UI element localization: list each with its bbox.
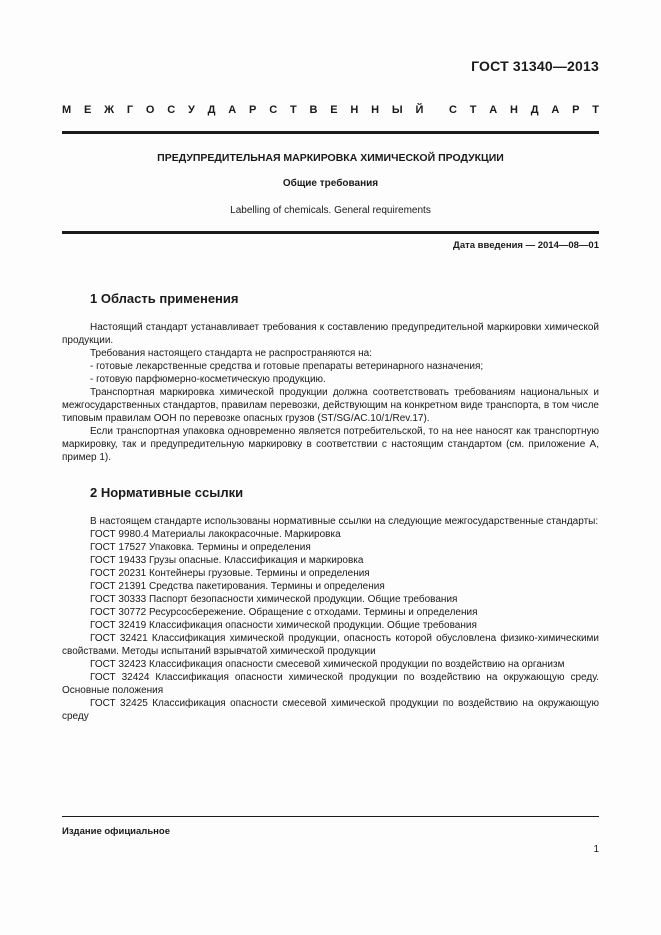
banner-letter: Т — [469, 104, 477, 116]
banner-letter: В — [309, 104, 318, 116]
banner-letter: Г — [126, 104, 134, 116]
reference-item: ГОСТ 32423 Классификация опасности смесевой химической продукции по воздействию на организм — [90, 659, 565, 670]
paragraph: Если транспортная упаковка одновременно является потребительской, то на нее наносят как транспортную маркировку, так и предупредительную маркировку в соответствии с настоящим стандартом (см. приложение А, пример 1). — [62, 426, 599, 463]
banner-letter: С — [269, 104, 278, 116]
banner-letter: Е — [83, 104, 92, 116]
reference-item: ГОСТ 21391 Средства пакетирования. Термины и определения — [90, 581, 385, 592]
banner-letter: Р — [572, 104, 580, 116]
banner-letter: А — [489, 104, 498, 116]
reference-item: ГОСТ 32424 Классификация опасности химической продукции по воздействию на окружающую среду. Основные положения — [62, 672, 599, 696]
document-subtitle: Общие требования — [282, 178, 379, 189]
list-item: - готовые лекарственные средства и готовые препараты ветеринарного назначения; — [90, 361, 484, 372]
reference-item: ГОСТ 30772 Ресурсосбережение. Обращение с отходами. Термины и определения — [90, 607, 478, 618]
reference-item: ГОСТ 19433 Грузы опасные. Классификация и маркировка — [90, 555, 364, 566]
gost-number: ГОСТ 31340—2013 — [471, 58, 599, 74]
banner-letter: Ы — [391, 104, 403, 116]
banner-letter: Д — [530, 104, 539, 116]
paragraph: Требования настоящего стандарта не распространяются на: — [90, 348, 372, 359]
section-heading-normative-refs: 2 Нормативные ссылки — [90, 485, 244, 500]
english-title: Labelling of chemicals. General requirements — [230, 205, 431, 216]
reference-item: ГОСТ 17527 Упаковка. Термины и определения — [90, 542, 311, 553]
reference-item: ГОСТ 20231 Контейнеры грузовые. Термины и определения — [90, 568, 370, 579]
reference-item: ГОСТ 32419 Классификация опасности химической продукции. Общие требования — [90, 620, 477, 631]
paragraph: В настоящем стандарте использованы нормативные ссылки на следующие межгосударственные стандарты: — [90, 516, 599, 527]
banner-letter: О — [145, 104, 155, 116]
banner-letter: С — [167, 104, 176, 116]
banner-letter: Т — [592, 104, 599, 116]
page-number: 1 — [593, 844, 599, 855]
document-title: ПРЕДУПРЕДИТЕЛЬНАЯ МАРКИРОВКА ХИМИЧЕСКОЙ ПРОДУКЦИИ — [157, 152, 504, 164]
paragraph: Настоящий стандарт устанавливает требования к составлению предупредительной маркировки химической продукции. — [62, 322, 599, 346]
reference-item: ГОСТ 30333 Паспорт безопасности химической продукции. Общие требования — [90, 594, 458, 605]
paragraph: Транспортная маркировка химической продукции должна соответствовать требованиям национальных и межгосударственных стандартов, правилам перевозки, действующим на конкретном виде транспорта, в том числе типовым правилам ООН по перевозке опасных грузов (ST/SG/AC.10/1/Rev.17). — [62, 387, 599, 424]
banner-letter: Р — [249, 104, 257, 116]
list-item: - готовую парфюмерно-косметическую продукцию. — [90, 374, 326, 385]
banner-letter: Е — [330, 104, 338, 116]
banner-letter: Т — [289, 104, 297, 116]
top-divider — [62, 131, 599, 134]
reference-item: ГОСТ 9980.4 Материалы лакокрасочные. Маркировка — [90, 529, 341, 540]
effective-date: Дата введения — 2014—08—01 — [453, 240, 599, 251]
document-body — [62, 290, 599, 723]
banner-letter: Н — [350, 104, 359, 116]
footer-divider — [62, 816, 599, 817]
banner-letter: С — [448, 104, 457, 116]
reference-item: ГОСТ 32425 Классификация опасности смесевой химической продукции по воздействию на окружающую среду — [62, 698, 599, 722]
banner-letter: А — [551, 104, 560, 116]
section-heading-scope: 1 Область применения — [90, 291, 239, 306]
banner-letter: У — [188, 104, 195, 116]
banner-letter: А — [228, 104, 237, 116]
banner-letter: М — [62, 104, 72, 116]
reference-item: ГОСТ 32421 Классификация химической продукции, опасность которой обусловлена физико-химическими свойствами. Методы испытаний взрывчатой химической продукции — [62, 633, 599, 657]
banner-letter: Ж — [104, 104, 115, 116]
banner-letter: Д — [207, 104, 216, 116]
banner-letter: Н — [509, 104, 518, 116]
title-divider — [62, 231, 599, 234]
banner-letter: Й — [415, 104, 424, 116]
edition-label: Издание официальное — [62, 826, 170, 837]
banner-letter: Н — [371, 104, 380, 116]
interstate-standard-banner — [62, 104, 599, 116]
